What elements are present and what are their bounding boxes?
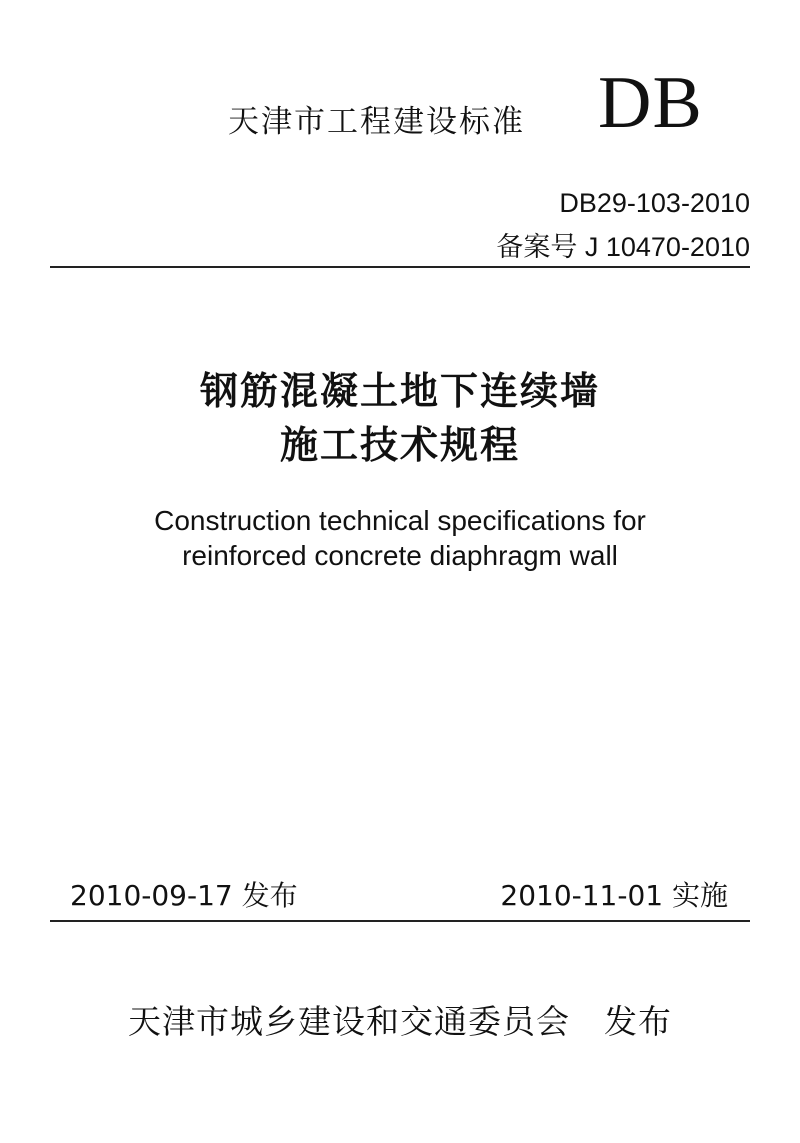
title-en-line1: Construction technical specifications for — [154, 505, 646, 536]
title-cn-line1: 钢筋混凝土地下连续墙 — [199, 369, 600, 413]
effective-date: 2010-11-01 实施 — [500, 879, 728, 912]
release-date: 2010-09-17 发布 — [70, 879, 298, 912]
top-divider — [50, 266, 750, 268]
record-number: 备案号 J 10470-2010 — [496, 232, 750, 262]
title-en-line2: reinforced concrete diaphragm wall — [182, 540, 618, 571]
bottom-divider — [50, 920, 750, 922]
standard-code: DB29-103-2010 — [559, 188, 750, 218]
publisher: 天津市城乡建设和交通委员会 发布 — [128, 1002, 672, 1041]
db-mark: DB — [598, 62, 703, 144]
title-cn-line2: 施工技术规程 — [279, 423, 520, 467]
standard-name: 天津市工程建设标准 — [228, 104, 525, 140]
